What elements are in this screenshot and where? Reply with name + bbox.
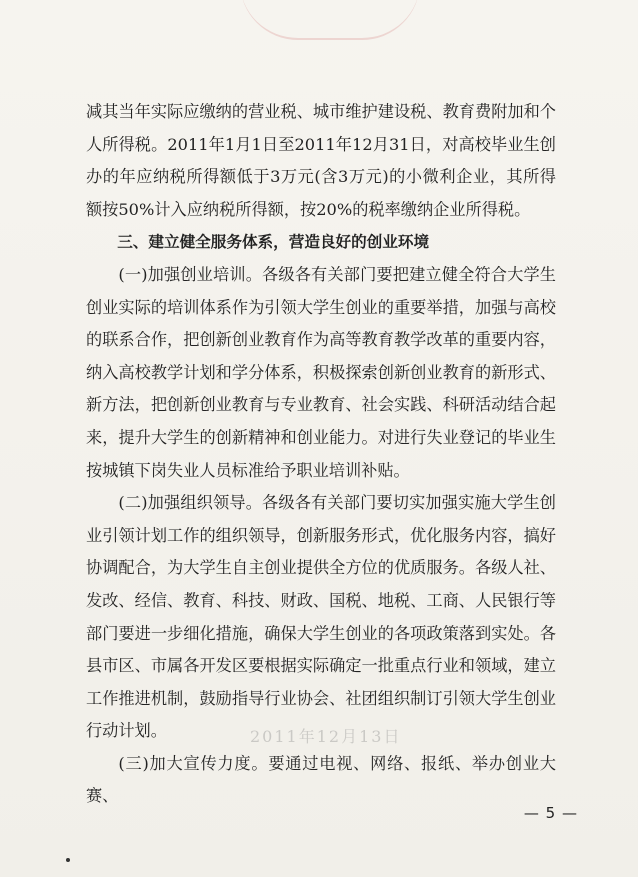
item-training: (一)加强创业培训。各级各有关部门要把建立健全符合大学生创业实际的培训体系作为引领大学生创业的重要举措，加强与高校的联系合作，把创新创业教育作为高等教育教学改革的重要内容，纳入高校教学计划和学分体系，积极探索创新创业教育的新形式、新方法，把创新创业教育与专业教育、社会实践、科研活动结合起来，提升大学生的创新精神和创业能力。对进行失业登记的毕业生按城镇下岗失业人员标准给予职业培训补贴。 [86,264,556,480]
paragraph-tax: 减其当年实际应缴纳的营业税、城市维护建设税、教育费附加和个人所得税。2011年1月1日至2011年12月31日，对高校毕业生创办的年应纳税所得额低于3万元(含3万元)的小微利企业，其所得额按50%计入应纳税所得额，按20%的税率缴纳企业所得税。 [86,102,556,219]
item-leadership: (二)加强组织领导。各级各有关部门要切实加强实施大学生创业引领计划工作的组织领导，创新服务形式，优化服务内容，搞好协调配合，为大学生自主创业提供全方位的优质服务。各级人社、发改、经信、教育、科技、财政、国税、地税、工商、人民银行等部门要进一步细化措施，确保大学生创业的各项政策落到实处。各县市区、市属各开发区要根据实际确定一批重点行业和领域，建立工作推进机制，鼓励指导行业协会、社团组织制订引领大学生创业行动计划。 [86,493,556,741]
section-heading: 三、建立健全服务体系，营造良好的创业环境 [117,233,430,252]
document-body [86,96,556,813]
seal-stamp-fragment [240,0,420,40]
bleed-through-text: 2011年12月13日 [250,727,402,746]
scan-speck [66,858,70,862]
item-publicity: (三)加大宣传力度。要通过电视、网络、报纸、举办创业大赛、 [86,753,556,806]
page-number: — 5 — [523,804,578,822]
